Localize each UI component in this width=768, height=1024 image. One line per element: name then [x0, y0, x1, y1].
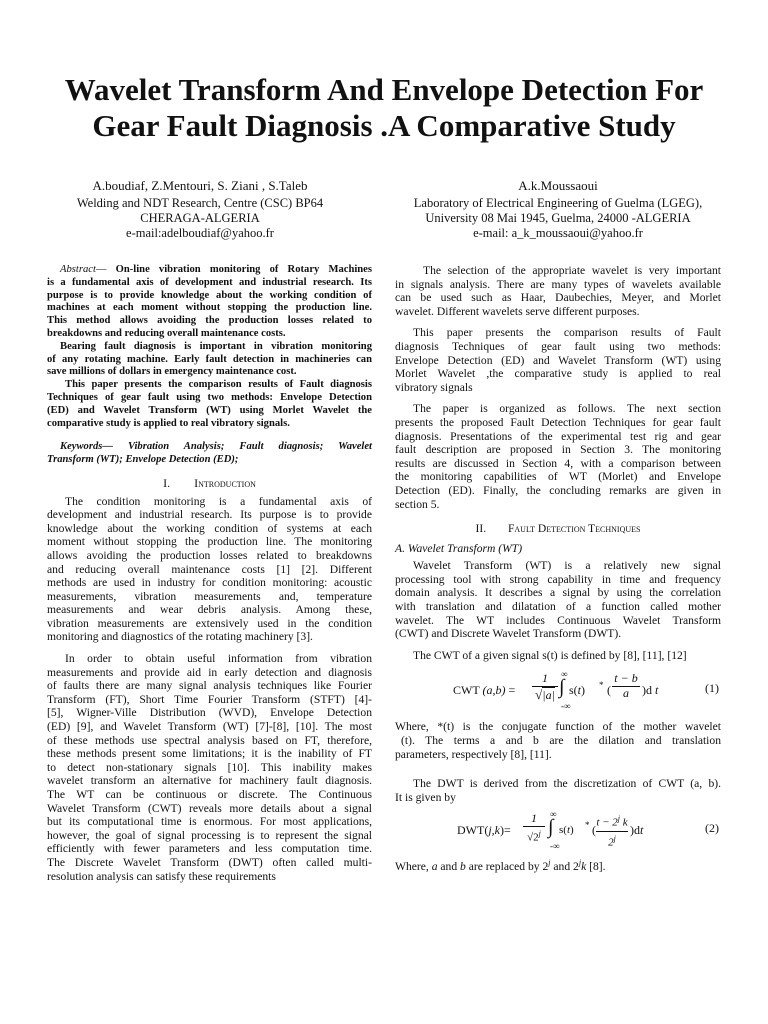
section-heading-introduction — [47, 477, 372, 491]
eq-sign: = — [508, 683, 516, 698]
eq-t: t — [566, 824, 571, 837]
text-line: moment without stopping the production line. The monitoring — [47, 535, 372, 549]
text-line: presents the proposed Fault Detection Techniques for gear fault — [395, 415, 721, 429]
text-line: wavelet. The WT includes Continuous Wavelet Transform — [395, 613, 721, 627]
text-line: (t). The terms a and b are the dilation and translation — [401, 734, 721, 748]
abstract-line: (ED) and Wavelet Transform (WT) using Morlet Wavelet the — [47, 404, 372, 416]
text-line: results are discussed in Section 4, with a comparison between — [395, 456, 721, 470]
section-title: Fault Detection Techniques — [507, 522, 641, 536]
text-line: section 5. — [395, 497, 440, 511]
abstract-line: machines at each moment without stopping the production line. — [47, 302, 372, 314]
abstract-line: comparative study is applied to real vibratory signals. — [47, 417, 290, 429]
text-line: Wavelet Transform (CWT) reveals more details about a signal — [47, 801, 372, 815]
text-line: with translation and dilatation of a function called mother — [395, 600, 721, 614]
text-span: and — [550, 860, 574, 874]
eq-star: * — [599, 680, 604, 691]
eq-args: (a,b) — [482, 683, 506, 698]
eq-close: ) — [642, 683, 646, 698]
author-email[interactable]: e-mail:adelboudiaf@yahoo.fr — [126, 226, 274, 240]
text-line: can be used such as Haar, Daubechies, Meyer, and Morlet — [395, 291, 721, 305]
text-line: efficiently with fewer parameters and less computation time. — [47, 842, 372, 856]
intro-paragraph-1 — [47, 495, 372, 645]
eq-den-exp: j — [538, 829, 541, 838]
eq-frac-num-k: k — [620, 817, 628, 830]
text-line: It is given by — [395, 790, 456, 804]
eq-sqrt: |a| — [542, 688, 555, 703]
text-line: diagnosis Techniques of gear fault using two methods: — [395, 339, 721, 353]
abstract-line: of any rotating machine. Early fault detection in machineries can — [47, 353, 372, 365]
text-line: and reducing overall maintenance costs [1] [2]. Different — [47, 562, 372, 576]
eq-den: 2 — [533, 831, 539, 844]
eq-close: )= — [500, 823, 511, 838]
eq-s: s( — [569, 683, 578, 698]
text-line: Envelope Detection (ED) and Wavelet Transform (WT) using — [395, 353, 721, 367]
eq-int-sub: -∞ — [561, 701, 571, 712]
where-paragraph-2 — [395, 856, 721, 873]
text-line: processing tool with strong capability in time and frequency — [395, 572, 721, 586]
paper-title: Wavelet Transform And Envelope Detection For Gear Fault Diagnosis .A Comparative Study — [64, 72, 704, 143]
eq-lhs: CWT — [453, 683, 480, 698]
integral-sign: ∫ — [548, 816, 554, 839]
text-line: measurements, vibration measurements and, temperature — [47, 589, 372, 603]
eq-dt: t — [640, 823, 644, 838]
text-span: 2 — [542, 860, 549, 874]
text-span: b — [460, 860, 466, 874]
abstract-line: purpose is to provide knowledge about the working condition of — [47, 289, 372, 301]
right-paragraph-3 — [395, 402, 721, 511]
text-line: (ED) [9], and Wavelet Transform (WT) [7]-[8], [10]. The most — [47, 720, 372, 734]
keywords: Keywords— Vibration Analysis; Fault diagnosis; Wavelet Transform (WT); Envelope Detection (ED); — [47, 441, 372, 466]
eq-frac-num-exp: j — [617, 814, 621, 824]
text-line: the monitoring capabilities of WT (Morlet) and Envelope — [395, 470, 721, 484]
text-line: This paper presents the comparison results of Fault — [413, 326, 721, 340]
text-line: of faults there are many signal analysis techniques like Fourier — [47, 679, 372, 693]
keywords-line: Transform (WT); Envelope Detection (ED); — [47, 454, 239, 466]
text-span: are replaced by — [465, 860, 543, 874]
text-line: [5], Wigner-Ville Distribution (WVD), Envelope Detection — [47, 706, 372, 720]
eq-frac-num: t − b — [612, 672, 640, 687]
author-email[interactable]: e-mail: a_k_moussaoui@yahoo.fr — [473, 226, 643, 240]
text-line: Wavelet Transform (WT) is a relatively new signal — [413, 559, 721, 573]
section-title: Introduction — [194, 475, 256, 490]
author-names: A.k.Moussaoui — [518, 178, 598, 193]
eq-frac-den: 2 — [608, 836, 614, 849]
abstract-line: This paper presents the comparison results of Fault diagnosis — [65, 379, 372, 391]
eq-t: t — [577, 683, 582, 698]
text-line: vibratory signals — [395, 380, 473, 394]
where-paragraph-1 — [395, 720, 721, 761]
text-line: Transform (FT), Short Time Fourier Transform (STFT) [4]- — [47, 692, 372, 706]
abstract-line: On-line vibration monitoring of Rotary Machines — [115, 264, 372, 275]
eq-d: d — [646, 683, 652, 698]
text-span: Where, — [395, 860, 432, 874]
text-line: measurements and wear debris analysis. Among these, — [47, 603, 372, 617]
text-line: The WT can be continuous or discrete. The Continuous — [47, 788, 372, 802]
text-span: [8]. — [586, 860, 606, 874]
text-span: j — [548, 858, 551, 868]
text-line: in signals analysis. There are many types of wavelets available — [395, 277, 721, 291]
author-block-1 — [30, 178, 370, 241]
equation-number: (1) — [705, 681, 719, 696]
abstract-line: is a fundamental axis of development and industrial research. Its — [47, 276, 372, 288]
text-line: Detection (ED). Finally, the concluding remarks are given in — [395, 483, 721, 497]
equation-number: (2) — [705, 821, 719, 836]
affiliation-line: CHERAGA-ALGERIA — [140, 211, 260, 225]
eq-frac-den-exp: j — [613, 833, 616, 843]
text-line: The CWT of a given signal s(t) is defined by [8], [11], [12] — [413, 648, 687, 662]
text-line: The paper is organized as follows. The next section — [413, 402, 721, 416]
text-line: The DWT is derived from the discretization of CWT (a, b). — [413, 777, 721, 791]
author-names: A.boudiaf, Z.Mentouri, S. Ziani , S.Taleb — [92, 178, 308, 193]
text-line: The Discrete Wavelet Transform (DWT) often called multi- — [47, 855, 372, 869]
right-column — [395, 264, 721, 874]
eq-frac-num: 1 — [531, 811, 537, 826]
subsection-heading: A. Wavelet Transform (WT) — [395, 541, 523, 555]
eq-args: j,k — [488, 823, 500, 838]
right-paragraph-2 — [395, 326, 721, 394]
abstract-line: save millions of dollars in emergency maintenance cost. — [47, 366, 297, 378]
text-line: these methods present some limitations; it is the inability of FT — [47, 747, 372, 761]
abstract-line: breakdowns and reducing overall maintenance costs. — [47, 327, 286, 339]
abstract: Abstract— On-line vibration monitoring of Rotary Machines is a fundamental axis of development and industrial research. Its purpose is to provide knowledge about the working condition of machines at each moment without stopping the production line. This method allows avoiding the production losses related to breakdowns and reducing overall maintenance costs. Bearing fault diagnosis is important in vibration monitoring of any rotating machine. Early fault detection in machineries can save millions of dollars in emergency maintenance cost. This paper presents the comparison results of Fault diagnosis Techniques of gear fault using two methods: Envelope Detection (ED) and Wavelet Transform (WT) using Morlet Wavelet the comparative study is applied to real vibratory signals. — [47, 264, 372, 429]
wt-paragraph — [395, 559, 721, 641]
text-line: diagnosis. Presentations of the experimental test rig and gear — [395, 429, 721, 443]
text-span: and — [437, 860, 461, 874]
text-span: 2 — [573, 860, 579, 874]
text-line: but its computational time is enormous. For most applications, — [47, 815, 372, 829]
affiliation-line: Welding and NDT Research, Centre (CSC) BP64 — [76, 196, 324, 210]
text-line: methods are used in industry for condition monitoring: acoustic — [47, 576, 372, 590]
text-line: knowledge about the working condition of systems at each — [47, 521, 372, 535]
eq-int-sub: -∞ — [550, 841, 560, 852]
eq-star: * — [585, 820, 590, 831]
text-line: (CWT) and Discrete Wavelet Transform (DWT). — [395, 627, 622, 641]
text-span: a — [431, 860, 438, 874]
eq-open: ( — [592, 823, 596, 838]
eq-frac-num: 1 — [542, 671, 548, 686]
keywords-line: Vibration Analysis; Fault diagnosis; Wavelet — [127, 441, 372, 453]
author-block-2 — [388, 178, 728, 241]
left-column — [47, 264, 372, 883]
text-line: fault description are proposed in Section 3. The monitoring — [395, 443, 721, 457]
text-line: to detect non-stationary signals [10]. This inability makes — [47, 760, 372, 774]
text-line: resolution analysis can satisfy these requirements — [47, 869, 276, 883]
text-line: allows avoiding the production losses related to breakdowns — [47, 548, 372, 562]
keywords-label: Keywords — [60, 441, 103, 453]
eq-dt: t — [655, 683, 659, 698]
text-span: j — [578, 858, 582, 868]
text-line: development and industrial research. Its purpose is to provide — [47, 508, 372, 522]
integral-sign: ∫ — [559, 676, 565, 699]
eq-open: ( — [607, 683, 611, 698]
text-line: of these methods use spectral analysis based on FT, therefore, — [47, 733, 372, 747]
text-line: The condition monitoring is a fundamental axis of — [65, 494, 372, 508]
text-line: parameters, respectively [8], [11]. — [395, 747, 552, 761]
abstract-line: Techniques of gear fault using two methods: Envelope Detection — [47, 391, 372, 403]
text-span: k — [581, 860, 587, 874]
text-line: monitoring and diagnostics of the rotating machinery [3]. — [47, 630, 313, 644]
equation-dwt: DWT(j,k)= 1 √2$^j$ ∞ ∫ -∞ s(t) * ( $t - 2^j$ k 2$^j$ )dt (2) — [395, 810, 721, 854]
text-line: Morlet Wavelet ,the comparative study is applied to real — [395, 367, 721, 381]
text-line: wavelet. Different wavelets serve different purposes. — [395, 304, 640, 318]
eq-close: ) — [581, 683, 586, 698]
text-line: In order to obtain useful information from vibration — [65, 652, 372, 666]
eq-close: )d — [630, 823, 640, 838]
text-line: however, the goal of signal processing is to represent the signal — [47, 828, 372, 842]
right-paragraph-1 — [395, 264, 721, 318]
text-line: vibration measurements are extensively used in the condition — [47, 616, 372, 630]
section-heading-fault-detection — [395, 522, 721, 536]
abstract-line: Bearing fault diagnosis is important in vibration monitoring — [60, 340, 372, 352]
section-number: II. — [475, 522, 487, 536]
text-line: The selection of the appropriate wavelet is very important — [423, 264, 721, 277]
text-line: measurements and provide aid in early detection and diagnosis — [47, 665, 372, 679]
eq-int-sup: ∞ — [561, 669, 568, 680]
eq-s: s( — [559, 824, 567, 837]
text-line: wavelet transform an alternative for machinery fault diagnosis. — [47, 774, 372, 788]
abstract-label: Abstract — [60, 264, 96, 275]
eq-frac-den: a — [623, 686, 629, 701]
eq-int-sup: ∞ — [550, 809, 557, 820]
text-line: domain analysis. It describes a signal by using the correlation — [395, 586, 721, 600]
eq-frac-num: t − 2 — [596, 817, 618, 830]
affiliation-line: University 08 Mai 1945, Guelma, 24000 -ALGERIA — [425, 211, 691, 225]
dwt-paragraph — [395, 777, 721, 804]
section-number: I. — [163, 475, 171, 490]
equation-cwt: CWT (a,b) = 1 √|a| ∞ ∫ -∞ s(t) * ( $\frac{t - b}{a}$ )d t (1) — [395, 670, 721, 714]
eq-close: ) — [570, 824, 574, 837]
eq-lhs: DWT( — [457, 823, 489, 838]
text-line: Where, *(t) is the conjugate function of the mother wavelet — [395, 720, 721, 734]
abstract-line: This method allows avoiding the production losses related to — [47, 315, 372, 327]
intro-paragraph-2 — [47, 652, 372, 883]
affiliation-line: Laboratory of Electrical Engineering of Guelma (LGEG), — [413, 196, 703, 210]
